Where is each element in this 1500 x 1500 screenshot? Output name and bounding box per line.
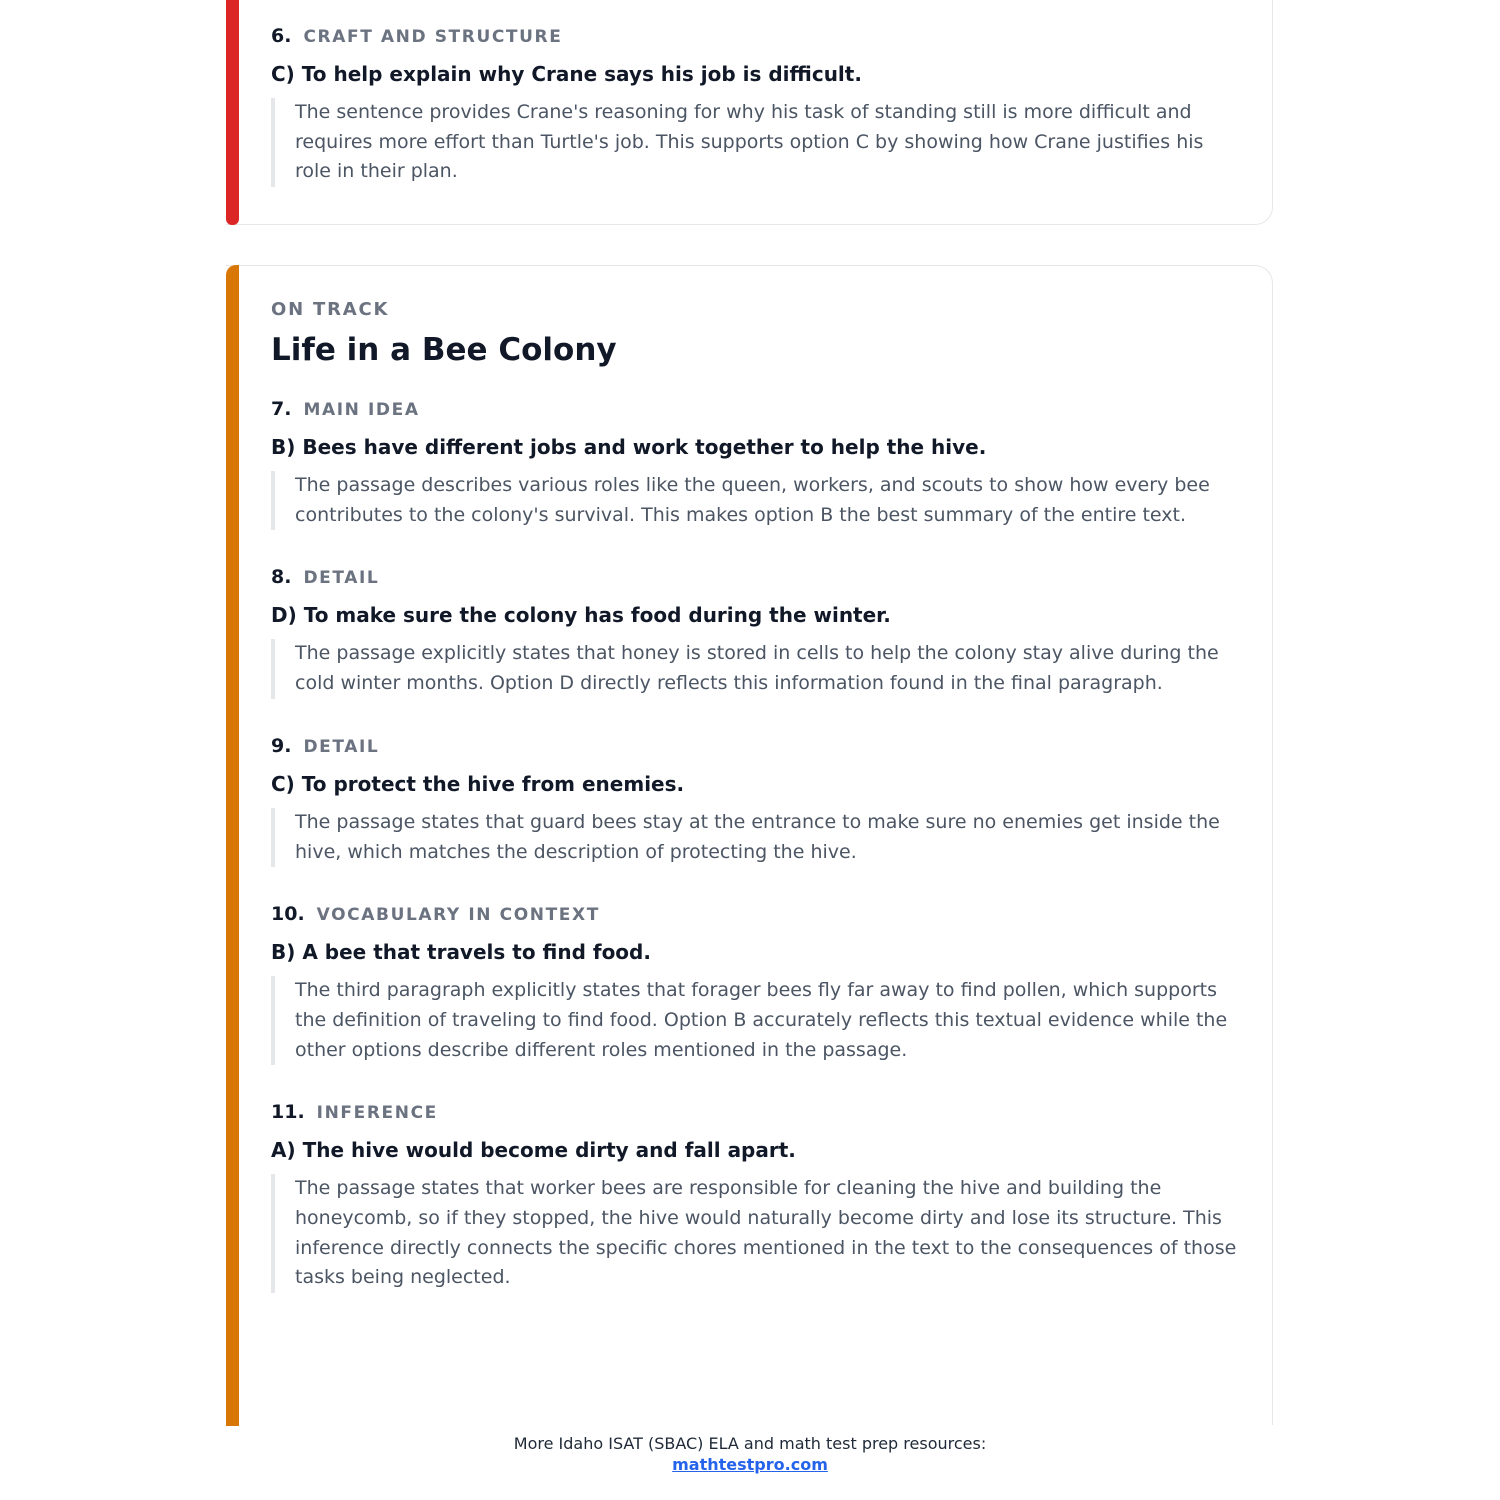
- answer-explanation: The third paragraph explicitly states that forager bees fly far away to find pollen, which supports the definition of traveling to find food. Option B accurately reflects this textual evidence while the other options describe different roles mentioned in the passage.: [271, 976, 1240, 1065]
- question-6: [271, 23, 1240, 187]
- question-10: [271, 901, 1240, 1065]
- answer-explanation: The passage states that worker bees are responsible for cleaning the hive and building the honeycomb, so if they stopped, the hive would naturally become dirty and lose its structure. This inference directly connects the specific chores mentioned in the text to the consequences of those tasks being neglected.: [271, 1174, 1240, 1293]
- question-number: 7.: [271, 398, 292, 420]
- answer-explanation: The passage explicitly states that honey is stored in cells to help the colony stay alive during the cold winter months. Option D directly reflects this information found in the final paragraph.: [271, 639, 1240, 698]
- correct-answer: A) The hive would become dirty and fall apart.: [271, 1138, 796, 1163]
- question-number: 10.: [271, 903, 305, 926]
- correct-answer: C) To protect the hive from enemies.: [271, 771, 685, 796]
- question-number: 11.: [271, 1101, 305, 1124]
- correct-answer: B) Bees have different jobs and work together to help the hive.: [271, 435, 987, 459]
- answer-explanation: The sentence provides Crane's reasoning for why his task of standing still is more difficult and requires more effort than Turtle's job. This supports option C by showing how Crane justifies his role in their plan.: [271, 98, 1240, 187]
- question-11: [271, 1099, 1240, 1293]
- question-category: INFERENCE: [316, 1103, 438, 1124]
- correct-answer: C) To help explain why Crane says his job is difficult.: [271, 62, 862, 86]
- correct-answer: D) To make sure the colony has food during the winter.: [271, 603, 891, 628]
- question-number: 8.: [271, 566, 292, 589]
- answer-explanation: The passage states that guard bees stay at the entrance to make sure no enemies get inside the hive, which matches the description of protecting the hive.: [271, 808, 1240, 867]
- question-9: [271, 733, 1240, 867]
- passage-title: Life in a Bee Colony: [271, 332, 617, 368]
- question-number: 6.: [271, 25, 292, 47]
- result-card-previous: [226, 0, 1273, 225]
- correct-answer: B) A bee that travels to find food.: [271, 940, 651, 965]
- question-category: VOCABULARY IN CONTEXT: [316, 905, 600, 926]
- footer: [0, 1433, 1500, 1475]
- question-category: DETAIL: [303, 736, 380, 757]
- result-card-passage: [226, 265, 1273, 1425]
- question-category: CRAFT AND STRUCTURE: [303, 27, 563, 47]
- resource-link[interactable]: mathtestpro.com: [672, 1455, 828, 1474]
- question-7: [271, 396, 1240, 530]
- question-category: MAIN IDEA: [303, 400, 420, 420]
- answer-explanation: The passage describes various roles like the queen, workers, and scouts to show how every bee contributes to the colony's survival. This makes option B the best summary of the entire text.: [271, 471, 1240, 530]
- question-number: 9.: [271, 734, 292, 757]
- footer-text: More Idaho ISAT (SBAC) ELA and math test prep resources:: [513, 1434, 987, 1453]
- question-8: [271, 564, 1240, 698]
- card-accent-bar: [226, 0, 239, 225]
- status-label: ON TRACK: [271, 299, 390, 320]
- question-category: DETAIL: [303, 568, 380, 589]
- card-accent-bar: [226, 265, 239, 1426]
